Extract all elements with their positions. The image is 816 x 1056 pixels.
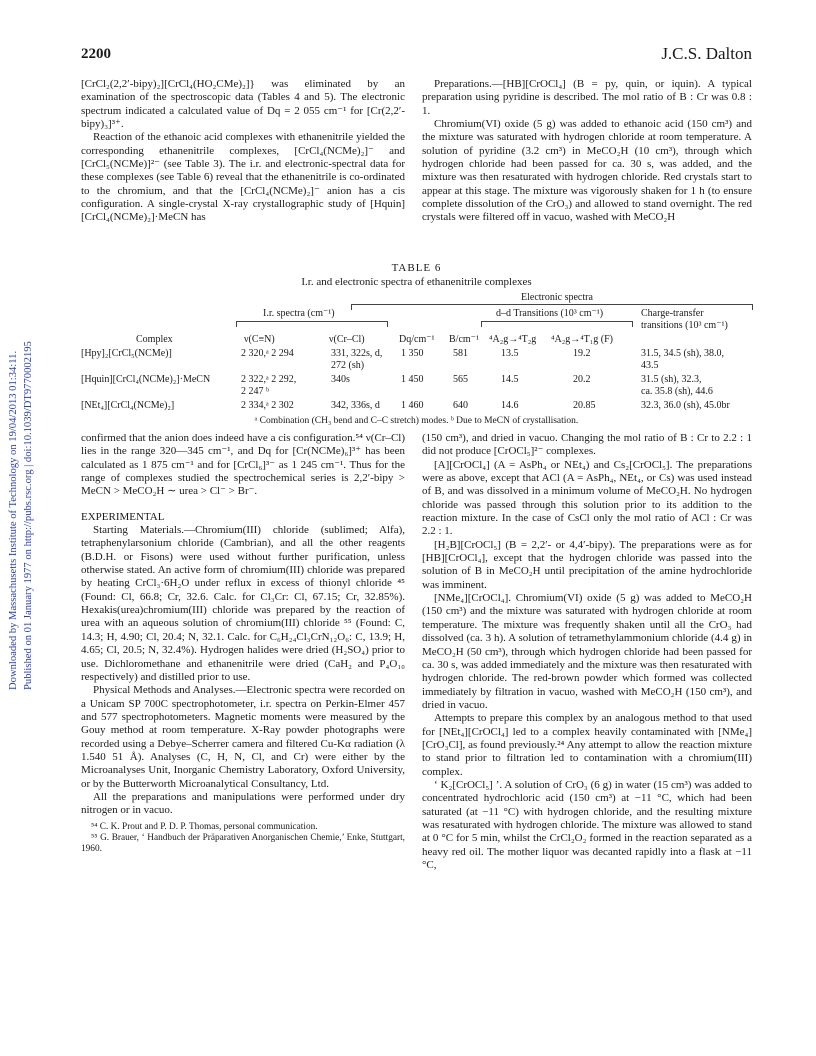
column-bottom-left: [81, 432, 405, 855]
cell-complex: [Hpy]₂[CrCl₅(NCMe)]: [81, 348, 172, 359]
cell-nu-crcl: 340s: [331, 374, 350, 385]
journal-name: J.C.S. Dalton: [661, 44, 752, 63]
table-row: [81, 374, 752, 400]
heading-complex: Complex: [136, 334, 173, 345]
page-number: 2200: [81, 46, 111, 62]
cell-transition-1: 13.5: [501, 348, 519, 359]
column-top-left: [81, 78, 405, 225]
cell-charge-transfer: 31.5, 34.5 (sh), 38.0,: [641, 348, 725, 359]
cell-charge-transfer-cont: ca. 35.8 (sh), 44.6: [641, 386, 713, 397]
cell-nu-crcl: 342, 336s, d: [331, 400, 380, 411]
cell-nu-crcl: 331, 322s, d,: [331, 348, 383, 359]
heading-nu-cn: ν(C≡N): [244, 334, 275, 345]
cell-complex: [Hquin][CrCl₄(NCMe)₂]·MeCN: [81, 374, 211, 385]
column-bottom-right: [422, 432, 752, 872]
table-row: [81, 400, 752, 414]
heading-ir-spectra: I.r. spectra (cm⁻¹): [263, 308, 335, 319]
cell-nu-cn: 2 322,ᵃ 2 292,: [241, 374, 297, 385]
heading-charge-transfer: Charge-transfer: [641, 308, 704, 319]
table-title: I.r. and electronic spectra of ethanenitrile complexes: [301, 276, 532, 288]
column-top-right: [422, 78, 752, 225]
cell-dq: 1 460: [401, 400, 424, 411]
footnote-55: ⁵⁵ G. Brauer, ‘ Handbuch der Präparativen Anorganischen Chemie,’ Enke, Stuttgart, 1960.: [81, 832, 405, 854]
cell-charge-transfer: 32.3, 36.0 (sh), 45.0br: [641, 400, 730, 411]
brace-dd: [481, 321, 633, 327]
paragraph: [CrCl₂(2,2′-bipy)₂][CrCl₄(HO₂CMe)₂]} was eliminated by an examination of the spectroscopic data (Tables 4 and 5). The electronic spectrum indicated a calculated value of Dq = 2 055 cm⁻¹ for [Cr(2,2′-bipy)₃]³⁺.: [81, 78, 405, 131]
cell-transition-2: 20.2: [573, 374, 591, 385]
heading-charge-transfer-units: transitions (10³ cm⁻¹): [641, 320, 728, 331]
heading-dq: Dq/cm⁻¹: [399, 334, 435, 345]
table-body: [81, 348, 752, 414]
paragraph-physical-methods: Physical Methods and Analyses.—Electronic spectra were recorded on a Unicam SP 700C spectrophotometer, i.r. spectra on Perkin-Elmer 457 and 577 spectrophotometers. Magnetic moments were measured by the Gouy method at room temperature. X-Ray powder photographs were recorded using a Debye–Scherrer camera and filtered Cu-Kα radiation (λ 1.540 51 Å). Analyses (C, H, N, Cl, and Cr) were either by the Microanalyses Unit, Inorganic Chemistry Laboratory, Oxford University, or by the Butterworth Microanalytical Consultancy, Ltd.: [81, 684, 405, 790]
section-heading-experimental: EXPERIMENTAL: [81, 510, 165, 523]
cell-dq: 1 350: [401, 348, 424, 359]
paragraph: [NMe₄][CrOCl₄]. Chromium(VI) oxide (5 g) was added to MeCO₂H (150 cm³) and the mixture was saturated with hydrogen chloride at room temperature. The mixture was frequently shaken until all the CrO₃ had dissolved (ca. 3 h). A solution of tetramethylammonium chloride (4.4 g) in MeCO₂H (50 cm³), through which hydrogen chloride had been passed for ca. 30 s, was added immediately and the mixture was then resaturated with hydrogen chloride. The red-brown powder which formed was collected immediately by filtration in vacuo, washed with MeCO₂H (150 cm³), and dried in vacuo.: [422, 592, 752, 711]
heading-transition-2: ⁴A₂g→⁴T₁g (F): [551, 334, 613, 345]
cell-transition-2: 19.2: [573, 348, 591, 359]
cell-charge-transfer: 31.5 (sh), 32.3,: [641, 374, 702, 385]
cell-nu-cn-cont: 2 247 ᵇ: [241, 386, 270, 397]
cell-b: 640: [453, 400, 468, 411]
cell-nu-cn: 2 334,ᵃ 2 302: [241, 400, 294, 411]
paragraph: All the preparations and manipulations were performed under dry nitrogen or in vacuo.: [81, 790, 405, 817]
table-row: [81, 348, 752, 374]
cell-transition-2: 20.85: [573, 400, 596, 411]
cell-transition-1: 14.6: [501, 400, 519, 411]
paragraph: ‘ K₂[CrOCl₅] ’. A solution of CrO₃ (6 g) in water (15 cm³) was added to concentrated hydrochloric acid (150 cm³) at −11 °C, which had been saturated (at −11 °C) with hydrogen chloride, and the resulting mixture was resaturated with hydrogen chloride. The mixture was allowed to stand at 0 °C for 5 min, whilst the CrCl₂O₂ formed in the reaction separated as a heavy red oil. The mother liquor was decanted rapidly into a flask at −11 °C,: [422, 778, 752, 871]
brace-ir: [236, 321, 388, 327]
paragraph-starting-materials: Starting Materials.—Chromium(III) chloride (sublimed; Alfa), tetraphenylarsonium chloride (Cambrian), and all the other reagents (B.D.H. or Fisons) were used without further purification, unless otherwise stated. An active form of chromium(III) chloride was prepared by heating CrCl₃·6H₂O under reflux in excess of thionyl chloride ⁴⁵ (Found: Cl, 66.8; Cr, 32.6. Calc. for Cl₃Cr: Cl, 67.15; Cr, 32.85%). Hexakis(urea)chromium(III) chloride was prepared by the reaction of urea with an aqueous solution of chromium(III) chloride ⁵⁵ (Found: C, 14.3; H, 4.90; Cl, 20.4; N, 32.1. Calc. for C₆H₂₄Cl₃CrN₁₂O₆: C, 13.9; H, 4.65; Cl, 20.5; N, 32.4%). Hydrogen halides were dried (H₂SO₄) prior to use. Dichloromethane and ethanenitrile were dried (CaH₂ and P₄O₁₀ respectively) and distilled prior to use.: [81, 524, 405, 683]
paragraph: confirmed that the anion does indeed have a cis configuration.⁵⁴ ν(Cr–Cl) lies in the range 320—345 cm⁻¹, and Dq for [Cr(NCMe)₆]³⁺ has been calculated as 1 875 cm⁻¹ and for [CrCl₆]³⁻ as 1 245 cm⁻¹. Thus for the range of complexes studied the spectrochemical series is 2,2′-bipy > MeCN > MeCO₂H ∼ urea > Cl⁻ > Br⁻.: [81, 432, 405, 498]
publication-notice[interactable]: Published on 01 January 1977 on http://pubs.rsc.org | doi:10.1039/DT9770002195: [23, 341, 34, 690]
heading-dd-transitions: d–d Transitions (10³ cm⁻¹): [496, 308, 604, 319]
page-header: [81, 46, 752, 68]
table-number: TABLE 6: [391, 262, 442, 274]
cell-transition-1: 14.5: [501, 374, 519, 385]
cell-b: 565: [453, 374, 468, 385]
paragraph: [A][CrOCl₄] (A = AsPh₄ or NEt₄) and Cs₂[CrOCl₅]. The preparations were as above, except that ACl (A = AsPh₄, NEt₄, or Cs) was used instead of B, and was dissolved in a minimum volume of MeCO₂H. No hydrogen chloride was passed through this solution prior to its addition to the reaction mixture. In the case of CsCl only the mol ratio of ACl : Cr was 2.2 : 1.: [422, 458, 752, 538]
heading-nu-crcl: ν(Cr–Cl): [329, 334, 365, 345]
heading-electronic-spectra: Electronic spectra: [521, 292, 593, 303]
cell-nu-cn: 2 320,ᵃ 2 294: [241, 348, 294, 359]
cell-charge-transfer-cont: 43.5: [641, 360, 659, 371]
cell-complex: [NEt₄][CrCl₄(NCMe)₂]: [81, 400, 175, 411]
paragraph: (150 cm³), and dried in vacuo. Changing the mol ratio of B : Cr to 2.2 : 1 did not produce [CrOCl₅]²⁻ complexes.: [422, 432, 752, 458]
heading-b: B/cm⁻¹: [449, 334, 479, 345]
table-headings: [81, 292, 752, 348]
paragraph: Preparations.—[HB][CrOCl₄] (B = py, quin, or iquin). A typical preparation using pyridine is described. The mol ratio of B : Cr was 0.8 : 1.: [422, 78, 752, 117]
footnote-54: ⁵⁴ C. K. Prout and P. D. P. Thomas, personal communication.: [91, 821, 318, 832]
cell-b: 581: [453, 348, 468, 359]
table-6: [81, 262, 752, 426]
paragraph: Reaction of the ethanoic acid complexes with ethanenitrile yielded the corresponding ethanenitrile complexes, [CrCl₄(NCMe)₂]⁻ and [CrCl₅(NCMe)]²⁻ (see Table 3). The i.r. and electronic-spectral data for these complexes (see Table 6) reveal that the ethanenitrile is co-ordinated to the chromium, and that the [CrCl₄(NCMe)₂]⁻ anion has a cis configuration. A single-crystal X-ray crystallographic study of [Hquin][CrCl₄(NCMe)₂]·MeCN has: [81, 131, 405, 224]
heading-transition-1: ⁴A₂g→⁴T₂g: [489, 334, 537, 345]
cell-nu-crcl-cont: 272 (sh): [331, 360, 365, 371]
paragraph: Attempts to prepare this complex by an analogous method to that used for [NEt₄][CrOCl₄] led to a complex heavily contaminated with [NMe₄][CrO₃Cl], as found previously.²⁴ Any attempt to allow the reaction mixture to stand prior to filtration led to contamination with a chromium(III) complex.: [422, 712, 752, 778]
cell-dq: 1 450: [401, 374, 424, 385]
download-notice: Downloaded by Massachusetts Institute of Technology on 19/04/2013 01:34:11.: [8, 350, 19, 690]
paragraph: Chromium(VI) oxide (5 g) was added to ethanoic acid (150 cm³) and the mixture was saturated with hydrogen chloride at room temperature. A solution of pyridine (3.2 cm³) in MeCO₂H (10 cm³), through which hydrogen chloride had been passed for ca. 30 s, was added, and the mixture was then resaturated with hydrogen chloride. Red crystals start to appear at this stage. The mixture was vigorously shaken for 1 h (to ensure complete dissolution of the CrO₃) and allowed to stand overnight. The red crystals were filtered off in vacuo, washed with MeCO₂H: [422, 118, 752, 224]
download-watermark: [4, 130, 38, 690]
paragraph: [H₂B][CrOCl₅] (B = 2,2′- or 4,4′-bipy). The preparations were as for [HB][CrOCl₄], except that the hydrogen chloride was passed into the solution of B in MeCO₂H until precipitation of the amine hydrochloride was imminent.: [422, 538, 752, 591]
table-footnotes: ᵃ Combination (CH₃ bend and C–C stretch) modes. ᵇ Due to MeCN of crystallisation.: [254, 416, 579, 426]
